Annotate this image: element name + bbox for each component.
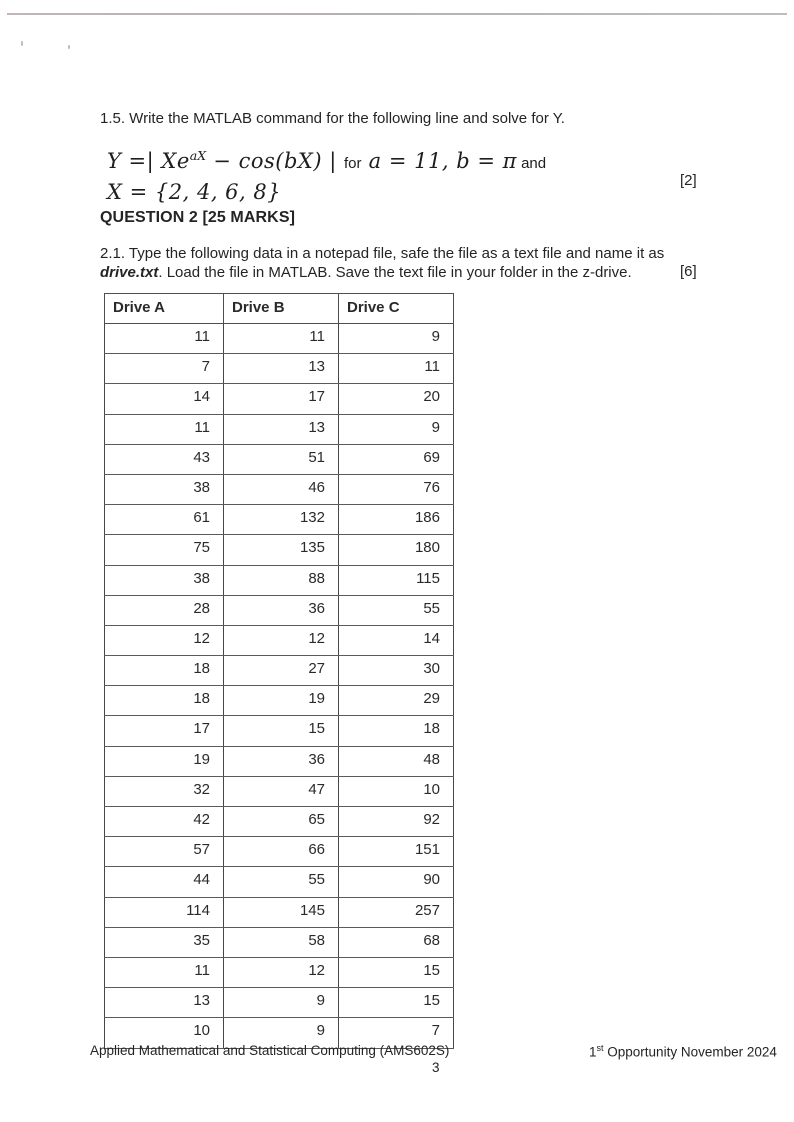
- footer-page-number: 3: [432, 1060, 440, 1075]
- table-row: [105, 897, 454, 927]
- table-cell: 27: [224, 656, 339, 686]
- table-cell: 18: [339, 716, 454, 746]
- table-cell: 30: [339, 656, 454, 686]
- scan-artifact-topline: [7, 13, 787, 15]
- table-cell: 68: [339, 927, 454, 957]
- table-cell: 44: [105, 867, 224, 897]
- table-cell: 7: [339, 1018, 454, 1048]
- table-row: [105, 746, 454, 776]
- table-cell: 12: [105, 625, 224, 655]
- table-row: [105, 354, 454, 384]
- table-row: [105, 988, 454, 1018]
- table-row: [105, 927, 454, 957]
- scan-artifact-speck: [21, 41, 23, 46]
- table-cell: 66: [224, 837, 339, 867]
- table-cell: 65: [224, 807, 339, 837]
- question-2-1-line2: . Load the file in MATLAB. Save the text file in your folder in the z-drive.: [158, 264, 632, 281]
- table-cell: 17: [105, 716, 224, 746]
- table-cell: 11: [105, 957, 224, 987]
- table-cell: 11: [105, 324, 224, 354]
- table-cell: 180: [339, 535, 454, 565]
- table-cell: 10: [339, 776, 454, 806]
- table-row: [105, 384, 454, 414]
- table-cell: 19: [224, 686, 339, 716]
- formula-a-equals: a = 11: [361, 149, 442, 173]
- formula-x-set: X = {2, 4, 6, 8}: [107, 180, 282, 204]
- question-2-1-line1: 2.1. Type the following data in a notepad file, safe the file as a text file and name it as: [100, 245, 665, 262]
- table-cell: 35: [105, 927, 224, 957]
- table-cell: 151: [339, 837, 454, 867]
- drive-data-table: [104, 293, 454, 1049]
- table-cell: 42: [105, 807, 224, 837]
- table-row: [105, 776, 454, 806]
- table-header-drive-b: Drive B: [224, 294, 339, 324]
- table-row: [105, 656, 454, 686]
- table-row: [105, 474, 454, 504]
- table-row: [105, 535, 454, 565]
- formula-comma: ,: [441, 149, 457, 173]
- table-cell: 9: [224, 1018, 339, 1048]
- table-cell: 32: [105, 776, 224, 806]
- table-cell: 145: [224, 897, 339, 927]
- formula-exponent: aX: [189, 148, 207, 163]
- table-cell: 10: [105, 1018, 224, 1048]
- table-cell: 15: [224, 716, 339, 746]
- table-cell: 19: [105, 746, 224, 776]
- table-cell: 57: [105, 837, 224, 867]
- table-cell: 51: [224, 444, 339, 474]
- footer-opportunity-text: 1st Opportunity November 2024: [589, 1043, 777, 1060]
- table-cell: 257: [339, 897, 454, 927]
- table-cell: 38: [105, 565, 224, 595]
- table-cell: 61: [105, 505, 224, 535]
- question-2-1-text: [100, 244, 700, 282]
- marks-badge-q21: [6]: [680, 263, 697, 280]
- table-header-drive-a: Drive A: [105, 294, 224, 324]
- table-cell: 47: [224, 776, 339, 806]
- table-row: [105, 957, 454, 987]
- formula-line-2: [107, 178, 546, 207]
- table-cell: 13: [105, 988, 224, 1018]
- table-cell: 7: [105, 354, 224, 384]
- table-cell: 36: [224, 595, 339, 625]
- formula-and-word: and: [521, 155, 547, 172]
- table-cell: 69: [339, 444, 454, 474]
- table-cell: 90: [339, 867, 454, 897]
- table-cell: 36: [224, 746, 339, 776]
- table-row: [105, 444, 454, 474]
- table-cell: 55: [339, 595, 454, 625]
- table-row: [105, 565, 454, 595]
- table-cell: 38: [105, 474, 224, 504]
- table-cell: 13: [224, 414, 339, 444]
- table-cell: 76: [339, 474, 454, 504]
- table-row: [105, 807, 454, 837]
- table-cell: 11: [339, 354, 454, 384]
- scan-artifact-speck: [68, 45, 70, 49]
- table-cell: 12: [224, 625, 339, 655]
- table-cell: 15: [339, 988, 454, 1018]
- table-cell: 28: [105, 595, 224, 625]
- footer-course-title: Applied Mathematical and Statistical Computing (AMS602S): [90, 1043, 450, 1058]
- table-row: [105, 625, 454, 655]
- table-cell: 18: [105, 656, 224, 686]
- formula-math-part2: − cos(bX) |: [206, 149, 344, 173]
- table-header-drive-c: Drive C: [339, 294, 454, 324]
- table-cell: 20: [339, 384, 454, 414]
- question-2-1-filename: drive.txt: [100, 264, 159, 281]
- question-2-heading: QUESTION 2 [25 MARKS]: [100, 209, 296, 226]
- table-cell: 11: [105, 414, 224, 444]
- table-cell: 9: [339, 414, 454, 444]
- table-cell: 15: [339, 957, 454, 987]
- table-cell: 9: [339, 324, 454, 354]
- table-row: [105, 595, 454, 625]
- table-cell: 135: [224, 535, 339, 565]
- table-cell: 75: [105, 535, 224, 565]
- formula-b-equals: b = π: [456, 149, 517, 173]
- table-cell: 29: [339, 686, 454, 716]
- table-row: [105, 867, 454, 897]
- table-row: [105, 505, 454, 535]
- table-cell: 48: [339, 746, 454, 776]
- formula-line-1: [107, 141, 546, 178]
- table-cell: 11: [224, 324, 339, 354]
- table-cell: 114: [105, 897, 224, 927]
- table-row: [105, 837, 454, 867]
- table-cell: 14: [339, 625, 454, 655]
- table-cell: 14: [105, 384, 224, 414]
- table-cell: 9: [224, 988, 339, 1018]
- table-cell: 88: [224, 565, 339, 595]
- formula-block: [107, 141, 546, 207]
- table-body: [105, 324, 454, 1049]
- table-cell: 55: [224, 867, 339, 897]
- formula-for-word: for: [343, 155, 362, 172]
- table-row: [105, 414, 454, 444]
- table-cell: 18: [105, 686, 224, 716]
- table-cell: 43: [105, 444, 224, 474]
- table-cell: 115: [339, 565, 454, 595]
- table-cell: 13: [224, 354, 339, 384]
- question-1-5-text: 1.5. Write the MATLAB command for the following line and solve for Y.: [100, 110, 565, 127]
- table-cell: 46: [224, 474, 339, 504]
- marks-badge-q15: [2]: [680, 172, 697, 189]
- table-cell: 132: [224, 505, 339, 535]
- table-row: [105, 686, 454, 716]
- formula-math-part1: Y =| Xe: [107, 149, 190, 173]
- table-cell: 58: [224, 927, 339, 957]
- table-cell: 186: [339, 505, 454, 535]
- table-header-row: [105, 294, 454, 324]
- table-row: [105, 324, 454, 354]
- table-cell: 92: [339, 807, 454, 837]
- table-cell: 12: [224, 957, 339, 987]
- table-row: [105, 716, 454, 746]
- table-cell: 17: [224, 384, 339, 414]
